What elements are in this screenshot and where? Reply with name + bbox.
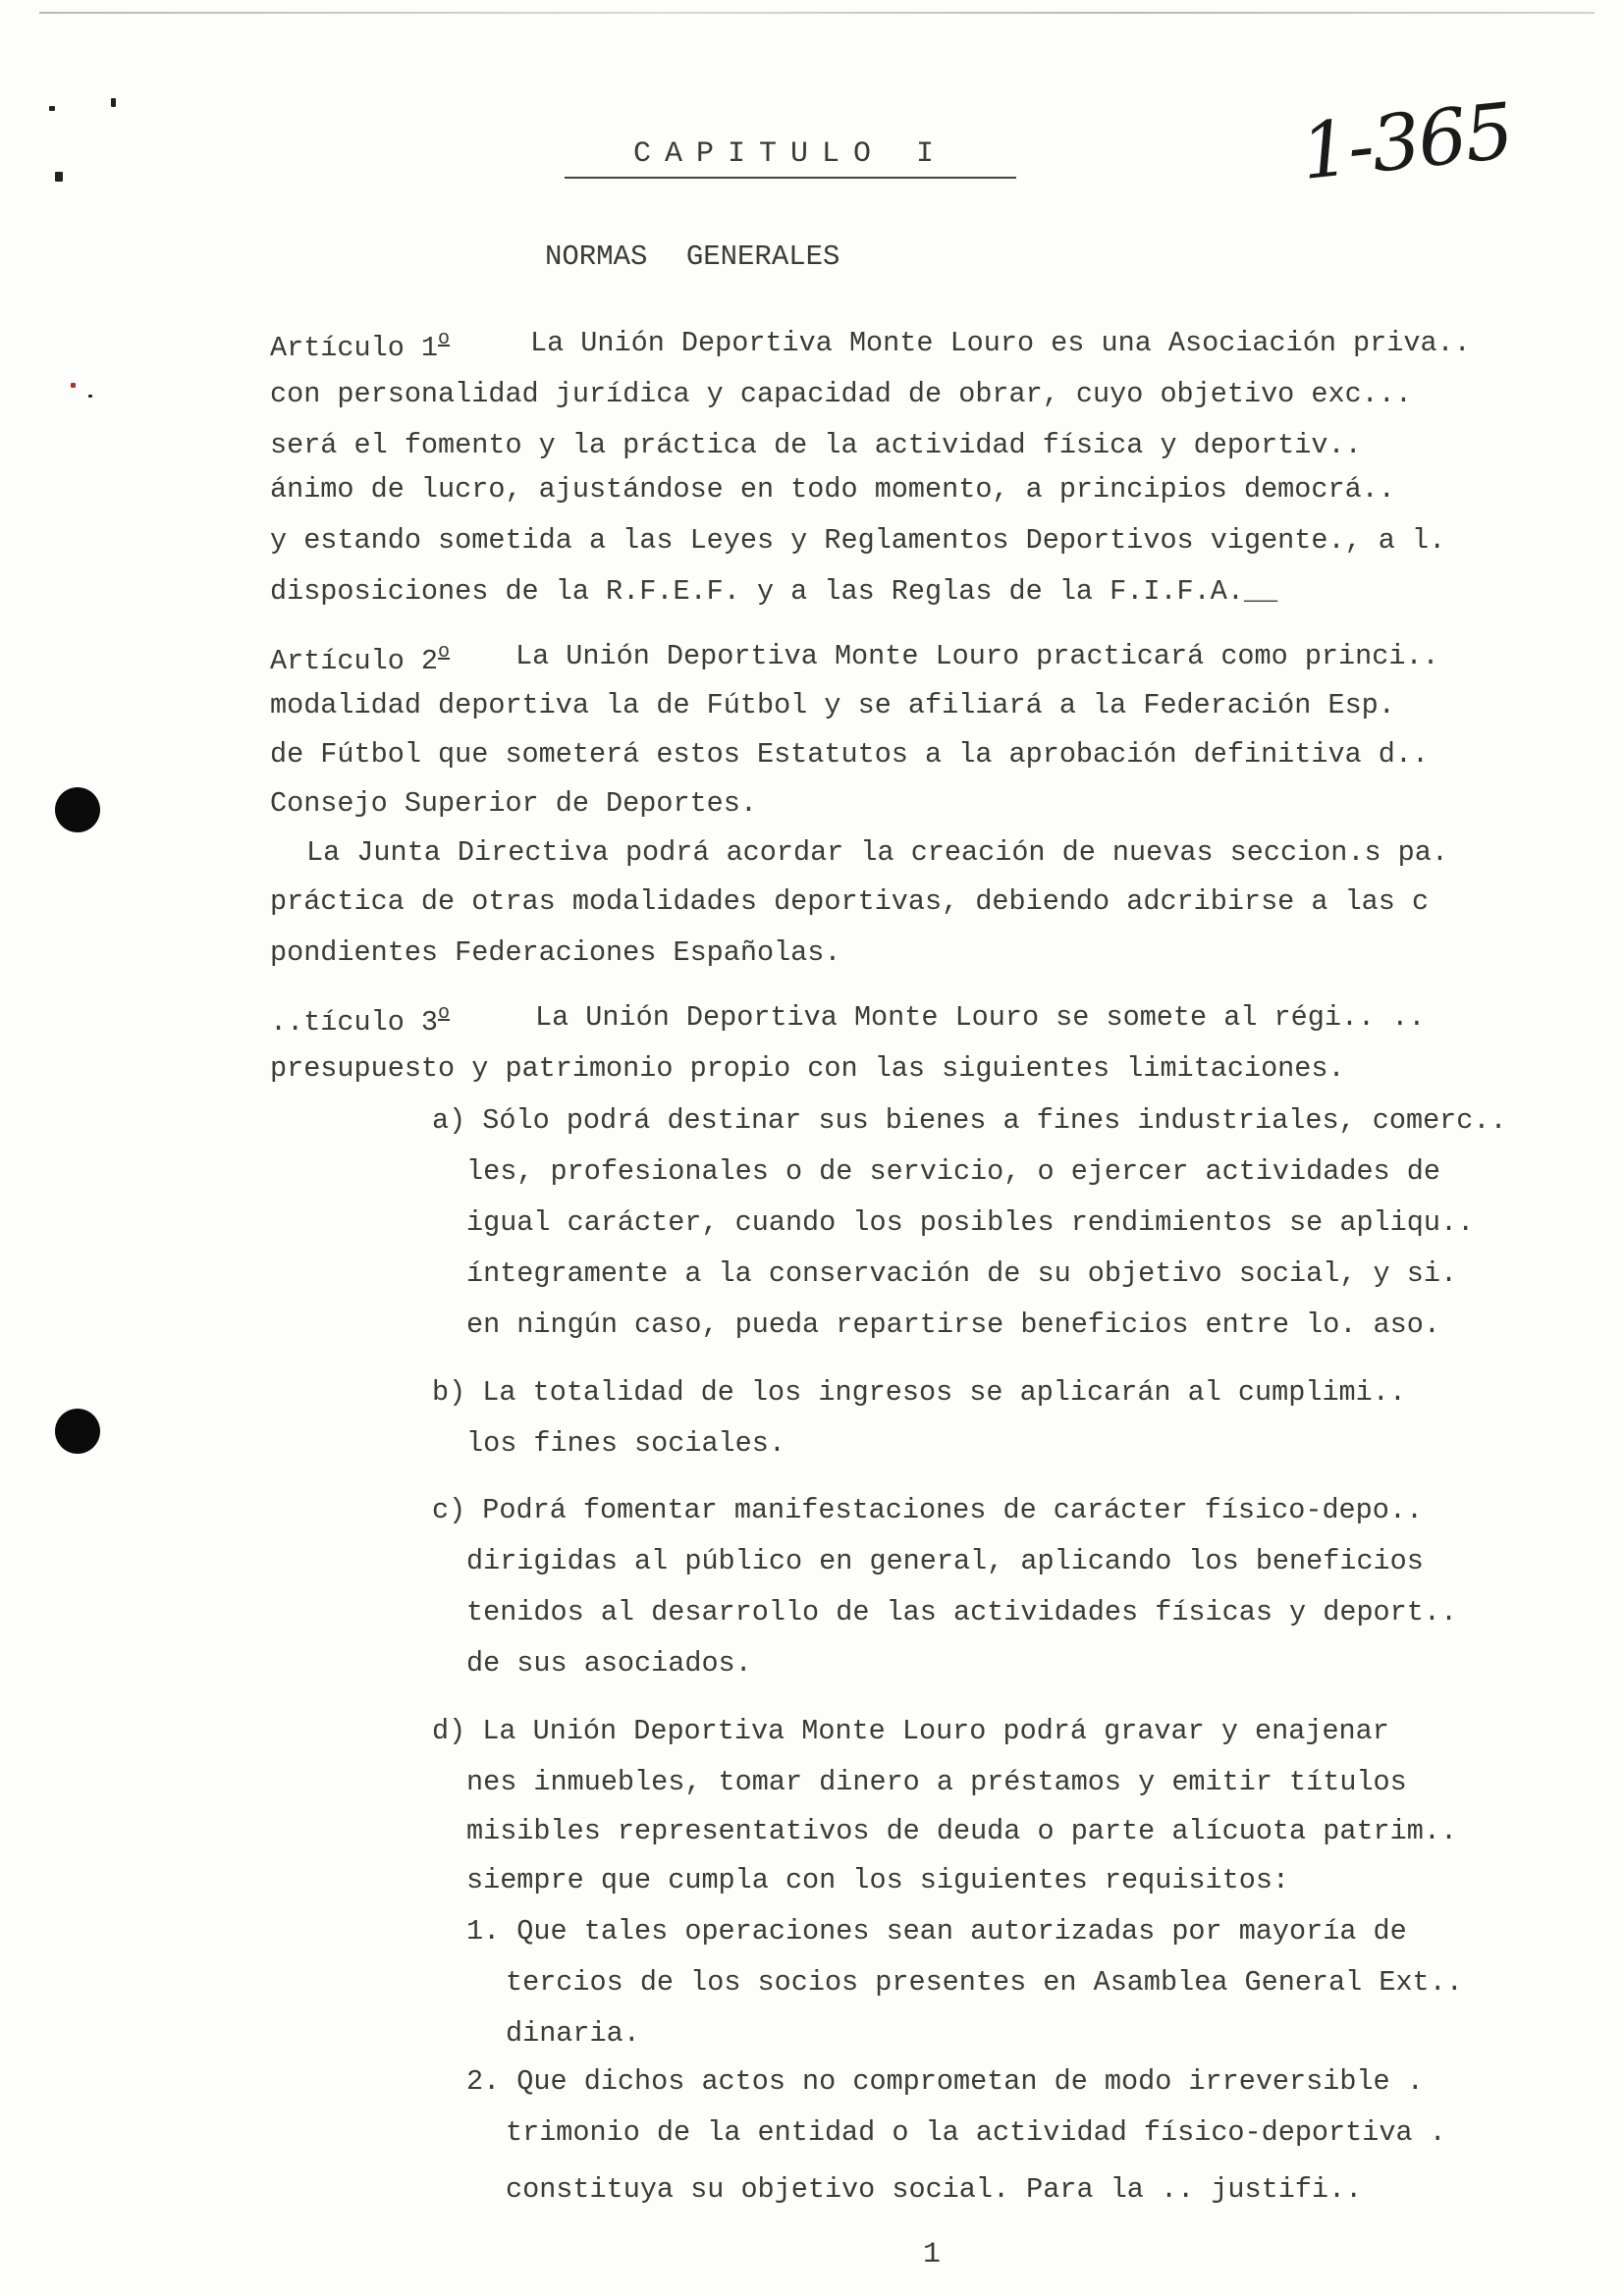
text-line: de sus asociados. <box>466 1647 752 1680</box>
text-line: pondientes Federaciones Españolas. <box>270 936 841 969</box>
text-line: dinaria. <box>506 2017 640 2050</box>
text-line: La Junta Directiva podrá acordar la creación de nuevas seccion.s pa. <box>306 836 1448 869</box>
text-line: igual carácter, cuando los posibles rendimientos se apliqu.. <box>466 1206 1475 1239</box>
text-line: práctica de otras modalidades deportivas, debiendo adcribirse a las c <box>270 885 1430 918</box>
text-line: nes inmuebles, tomar dinero a préstamos y emitir títulos <box>466 1766 1407 1798</box>
page-number: 1 <box>923 2238 942 2271</box>
punch-hole-bottom <box>55 1409 100 1454</box>
speck <box>88 395 92 398</box>
chapter-title: CAPITULO I <box>565 137 1016 179</box>
list-item-a: a) Sólo podrá destinar sus bienes a fines industriales, comerc.. <box>432 1104 1507 1137</box>
top-rule <box>39 12 1595 14</box>
text-line: ánimo de lucro, ajustándose en todo momento, a principios democrá.. <box>270 473 1395 506</box>
text-line: íntegramente a la conservación de su objetivo social, y si. <box>466 1257 1458 1290</box>
text-line: disposiciones de la R.F.E.F. y a las Reglas de la F.I.F.A.__ <box>270 575 1278 608</box>
speck <box>111 98 116 107</box>
text-line: modalidad deportiva la de Fútbol y se afiliará a la Federación Esp. <box>270 689 1395 721</box>
section-title: NORMAS GENERALES <box>545 240 840 273</box>
text-line: será el fomento y la práctica de la actividad física y deportiv.. <box>270 429 1362 461</box>
text-line: constituya su objetivo social. Para la .. justifi.. <box>506 2173 1363 2206</box>
sub-item-2: 2. Que dichos actos no comprometan de modo irreversible . <box>466 2065 1424 2098</box>
text-line: trimonio de la entidad o la actividad físico-deportiva . <box>506 2116 1446 2149</box>
text-line: presupuesto y patrimonio propio con las siguientes limitaciones. <box>270 1052 1345 1085</box>
text-line: de Fútbol que someterá estos Estatutos a la aprobación definitiva d.. <box>270 738 1430 771</box>
text-line: siempre que cumpla con los siguientes requisitos: <box>466 1864 1290 1896</box>
text-line: en ningún caso, pueda repartirse beneficios entre lo. aso. <box>466 1308 1440 1341</box>
text-line: y estando sometida a las Leyes y Reglamentos Deportivos vigente., a l. <box>270 524 1446 557</box>
text-line: los fines sociales. <box>466 1427 785 1460</box>
article-label-3: ..tículo 3$^o$ <box>270 1002 451 1039</box>
speck <box>71 383 76 388</box>
text-line: La Unión Deportiva Monte Louro se somete al régi.. .. <box>535 1001 1426 1034</box>
text-line: con personalidad jurídica y capacidad de obrar, cuyo objetivo exc... <box>270 378 1412 410</box>
punch-hole-top <box>55 787 100 832</box>
text-line: misibles representativos de deuda o parte alícuota patrim.. <box>466 1815 1458 1847</box>
list-item-d: d) La Unión Deportiva Monte Louro podrá gravar y enajenar <box>432 1715 1389 1747</box>
speck <box>55 172 63 182</box>
handwritten-reference: 1-365 <box>1296 87 1516 197</box>
text-line: La Unión Deportiva Monte Louro practicará como princi.. <box>515 640 1439 672</box>
speck <box>49 106 55 111</box>
text-line: tenidos al desarrollo de las actividades físicas y deport.. <box>466 1596 1458 1629</box>
text-line: Consejo Superior de Deportes. <box>270 787 757 820</box>
text-line: les, profesionales o de servicio, o ejercer actividades de <box>466 1155 1440 1188</box>
text-line: tercios de los socios presentes en Asamblea General Ext.. <box>506 1966 1463 1999</box>
text-line: dirigidas al público en general, aplicando los beneficios <box>466 1545 1424 1577</box>
text-line: La Unión Deportiva Monte Louro es una Asociación priva.. <box>530 327 1471 359</box>
list-item-b: b) La totalidad de los ingresos se aplicarán al cumplimi.. <box>432 1376 1406 1409</box>
article-label-2: Artículo 2$^o$ <box>270 641 451 677</box>
list-item-c: c) Podrá fomentar manifestaciones de carácter físico-depo.. <box>432 1494 1424 1526</box>
sub-item-1: 1. Que tales operaciones sean autorizadas por mayoría de <box>466 1915 1407 1948</box>
article-label-1: Artículo 1$^o$ <box>270 328 451 364</box>
